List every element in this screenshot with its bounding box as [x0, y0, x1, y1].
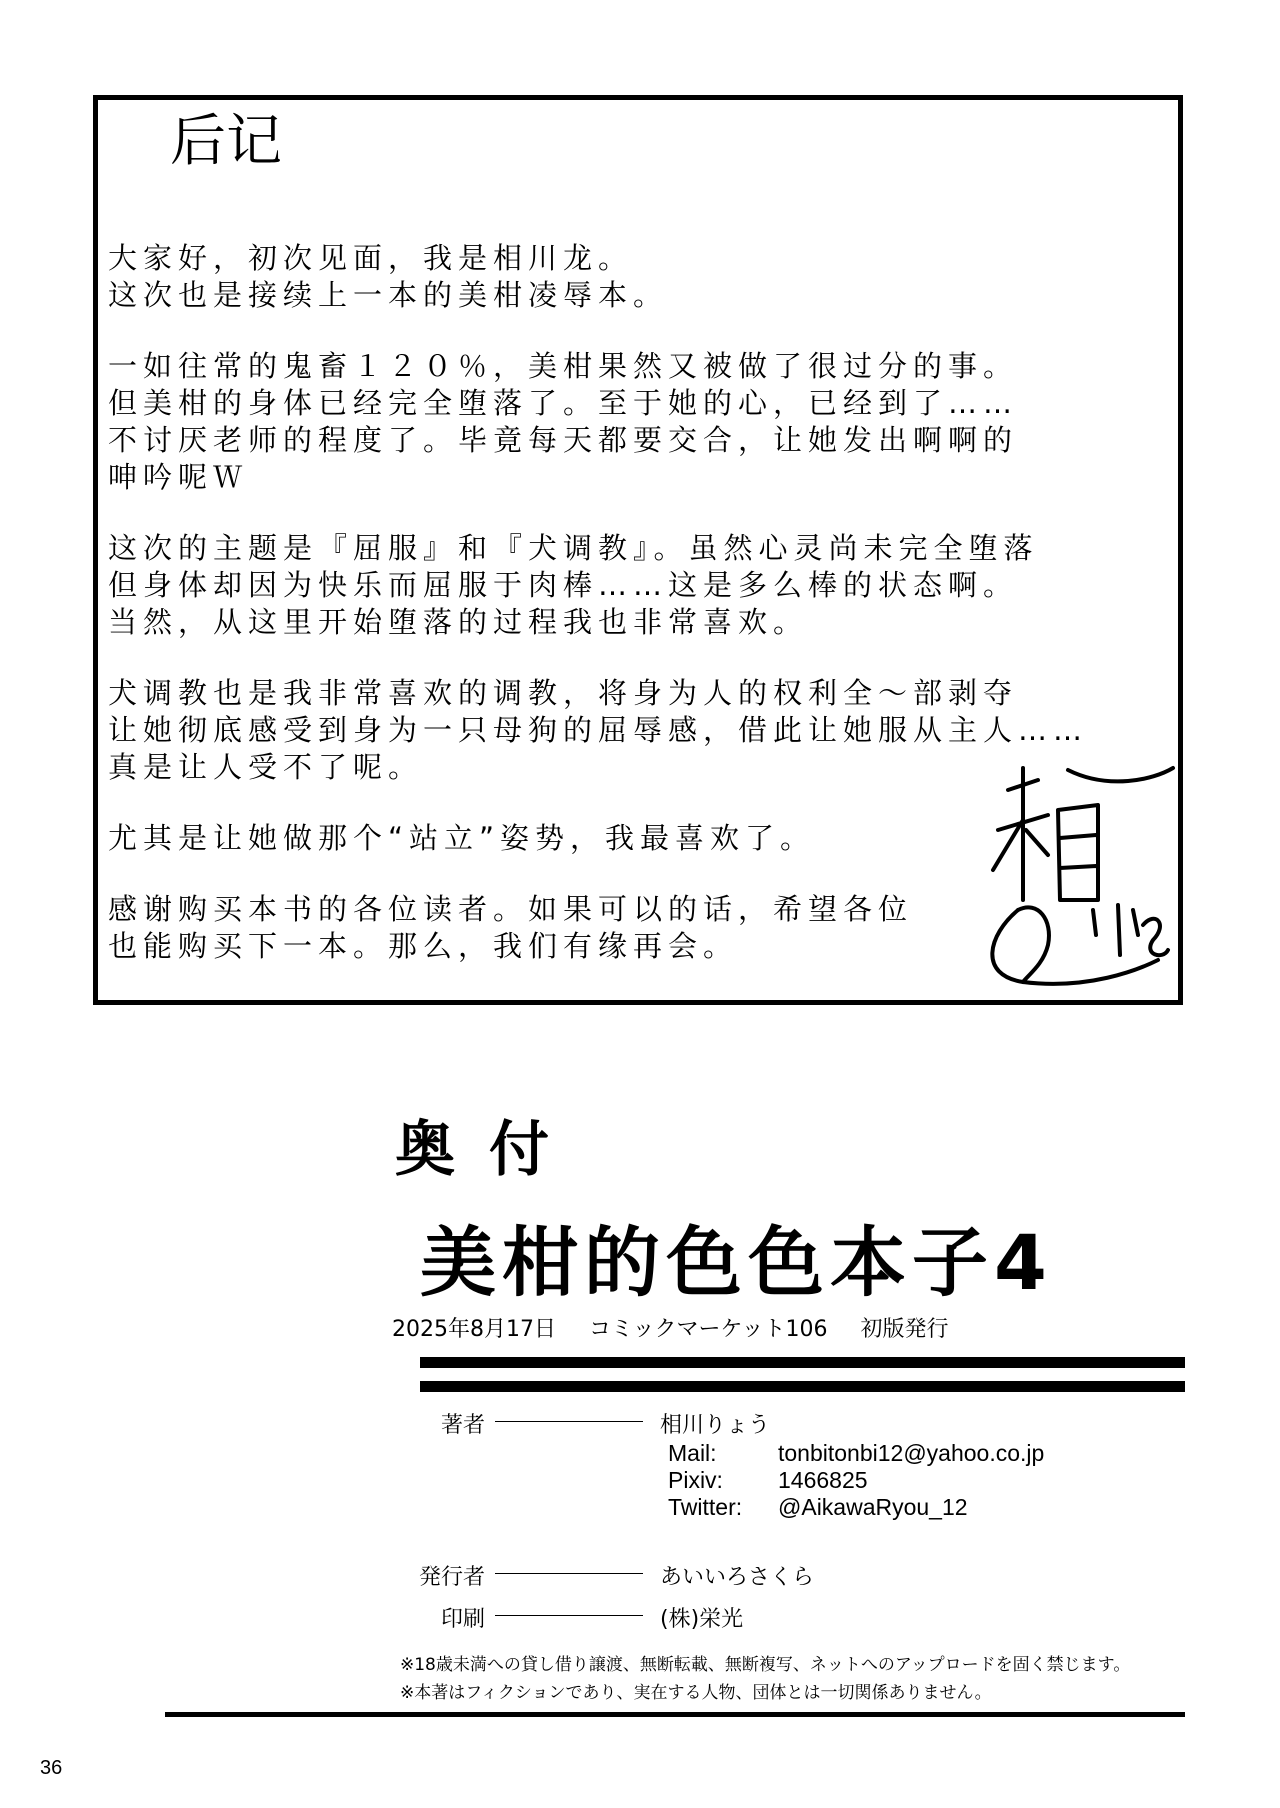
afterword-paragraph	[108, 891, 1108, 965]
event-name: コミックマーケット106	[588, 1317, 828, 1342]
contact-value: 1466825	[778, 1467, 868, 1493]
contact-key: Twitter:	[668, 1494, 743, 1520]
author-name: 相川りょう	[660, 1413, 771, 1438]
afterword-box	[93, 95, 1183, 1005]
afterword-line: 呻吟呢Ｗ	[108, 460, 249, 494]
afterword-title: 后记	[170, 109, 282, 174]
author-contacts	[668, 1440, 1044, 1521]
contact-key: Pixiv:	[668, 1467, 723, 1493]
afterword-paragraph	[108, 675, 1108, 786]
afterword-line: 不讨厌老师的程度了。毕竟每天都要交合，让她发出啊啊的	[108, 423, 1019, 457]
publisher-label: 発行者	[418, 1565, 485, 1590]
contact-value: tonbitonbi12@yahoo.co.jp	[778, 1440, 1045, 1466]
afterword-line: 一如往常的鬼畜１２０％，美柑果然又被做了很过分的事。	[108, 349, 1019, 383]
afterword-line: 让她彻底感受到身为一只母狗的屈辱感，借此让她服从主人……	[108, 713, 1089, 747]
afterword-body	[108, 240, 1108, 999]
author-label: 著者	[440, 1413, 485, 1438]
printer-label: 印刷	[440, 1607, 485, 1632]
contact-twitter	[668, 1494, 1044, 1521]
afterword-line: 尤其是让她做那个“站立”姿势，我最喜欢了。	[108, 821, 816, 855]
publication-date: 2025年8月17日	[392, 1317, 556, 1342]
contact-value: @AikawaRyou_12	[778, 1494, 968, 1520]
printer-name: (株)栄光	[660, 1607, 744, 1632]
afterword-paragraph	[108, 348, 1108, 496]
afterword-line: 这次的主题是『屈服』和『犬调教』。虽然心灵尚未完全堕落	[108, 531, 1039, 565]
afterword-line: 但身体却因为快乐而屈服于肉棒……这是多么棒的状态啊。	[108, 568, 1019, 602]
book-title: 美柑的色色本子4	[420, 1218, 1053, 1307]
edition-line	[392, 1312, 974, 1343]
author-signature	[978, 760, 1178, 990]
notice-line: ※18歳未満への貸し借り譲渡、無断転載、無断複写、ネットへのアップロードを固く禁じます。	[400, 1655, 1131, 1675]
divider-rule-top	[420, 1357, 1185, 1368]
edition-label: 初版発行	[860, 1317, 949, 1342]
dash-line	[495, 1573, 643, 1574]
bottom-rule	[165, 1712, 1185, 1717]
afterword-line: 这次也是接续上一本的美柑凌辱本。	[108, 278, 669, 312]
afterword-paragraph	[108, 530, 1108, 641]
afterword-paragraph	[108, 820, 1108, 857]
notice-line: ※本著はフィクションであり、実在する人物、団体とは一切関係ありません。	[400, 1683, 992, 1703]
divider-rule-bottom	[420, 1381, 1185, 1392]
dash-line	[495, 1421, 643, 1422]
contact-pixiv	[668, 1467, 1044, 1494]
contact-key: Mail:	[668, 1440, 717, 1466]
afterword-paragraph	[108, 240, 1108, 314]
publisher-name: あいいろさくら	[660, 1565, 815, 1590]
afterword-line: 真是让人受不了呢。	[108, 750, 424, 784]
afterword-line: 也能购买下一本。那么，我们有缘再会。	[108, 929, 739, 963]
afterword-line: 但美柑的身体已经完全堕落了。至于她的心，已经到了……	[108, 386, 1019, 420]
page-number: 36	[40, 1757, 63, 1779]
dash-line	[495, 1615, 643, 1616]
afterword-line: 大家好，初次见面，我是相川龙。	[108, 241, 634, 275]
afterword-line: 犬调教也是我非常喜欢的调教，将身为人的权利全～部剥夺	[108, 676, 1019, 710]
afterword-line: 感谢购买本书的各位读者。如果可以的话，希望各位	[108, 892, 914, 926]
afterword-line: 当然，从这里开始堕落的过程我也非常喜欢。	[108, 605, 809, 639]
contact-mail	[668, 1440, 1044, 1467]
colophon-heading: 奥付	[395, 1115, 583, 1185]
